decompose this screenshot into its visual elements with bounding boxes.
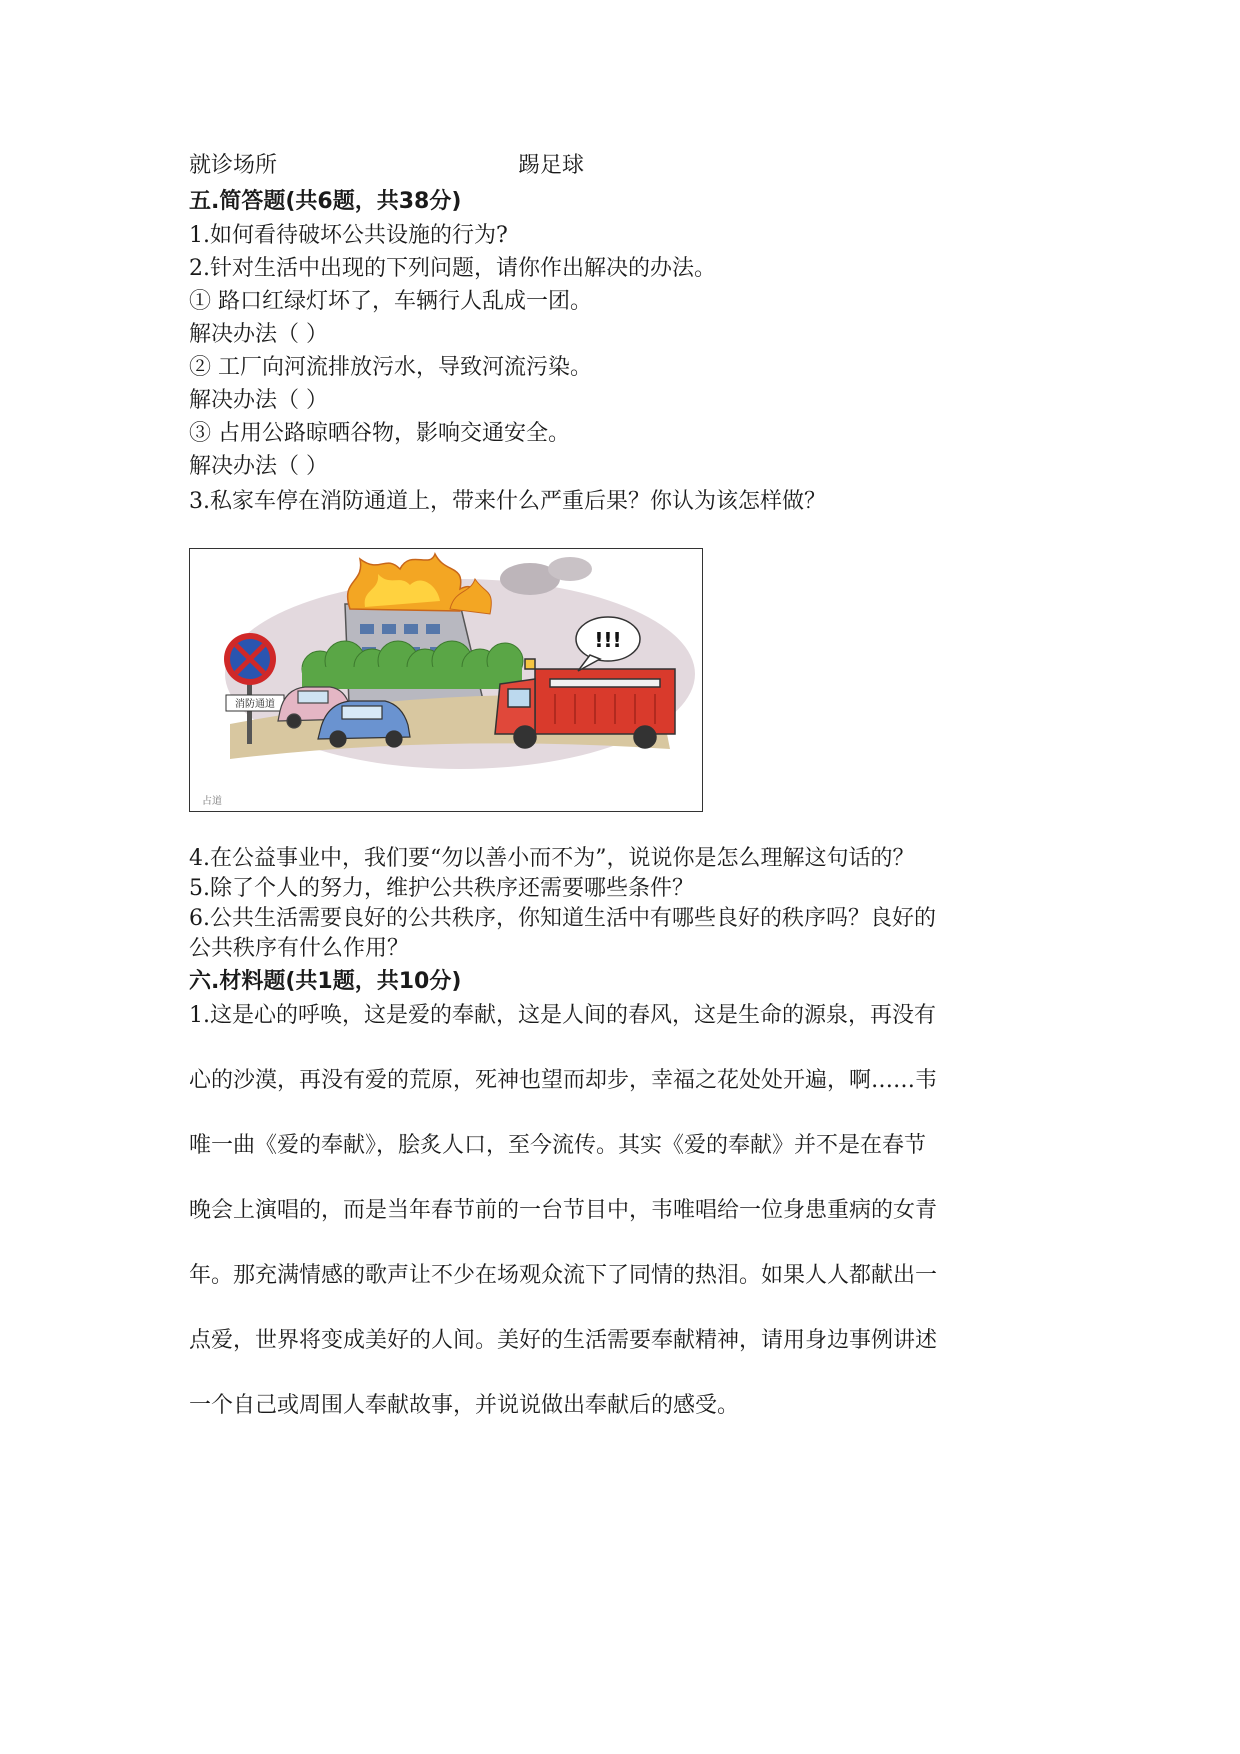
section6-title: 六.材料题(共1题，共10分) bbox=[189, 969, 462, 994]
speech-text: !!! bbox=[594, 628, 622, 652]
question-6-line2: 公共秩序有什么作用？ bbox=[189, 936, 410, 961]
material-line-1: 1.这是心的呼唤，这是爱的奉献，这是人间的春风，这是生命的源泉，再没有 bbox=[189, 1003, 936, 1028]
question-3: 3.私家车停在消防通道上，带来什么严重后果？你认为该怎样做？ bbox=[189, 489, 826, 514]
fire-lane-illustration bbox=[189, 548, 703, 812]
material-line-6: 点爱，世界将变成美好的人间。美好的生活需要奉献精神，请用身边事例讲述 bbox=[189, 1328, 938, 1353]
material-line-4: 晚会上演唱的，而是当年春节前的一台节目中，韦唯唱给一位身患重病的女青 bbox=[189, 1198, 938, 1223]
q2-problem-3: ③ 占用公路晾晒谷物，影响交通安全。 bbox=[189, 421, 570, 446]
corner-caption: 占道 bbox=[202, 796, 222, 807]
q2-problem-1: ① 路口红绿灯坏了，车辆行人乱成一团。 bbox=[189, 289, 592, 314]
question-2: 2.针对生活中出现的下列问题，请你作出解决的办法。 bbox=[189, 256, 716, 281]
top-row-left: 就诊场所 bbox=[189, 153, 278, 178]
material-line-5: 年。那充满情感的歌声让不少在场观众流下了同情的热泪。如果人人都献出一 bbox=[189, 1263, 938, 1288]
q2-answer-1: 解决办法（ ） bbox=[189, 322, 328, 347]
q2-problem-2: ② 工厂向河流排放污水，导致河流污染。 bbox=[189, 355, 592, 380]
material-line-7: 一个自己或周围人奉献故事，并说说做出奉献后的感受。 bbox=[189, 1393, 740, 1418]
question-6-line1: 6.公共生活需要良好的公共秩序，你知道生活中有哪些良好的秩序吗？良好的 bbox=[189, 906, 936, 931]
material-line-3: 唯一曲《爱的奉献》，脍炙人口，至今流传。其实《爱的奉献》并不是在春节 bbox=[189, 1133, 927, 1158]
top-row-right: 踢足球 bbox=[518, 153, 585, 178]
q2-answer-3: 解决办法（ ） bbox=[189, 454, 328, 479]
section5-title: 五.简答题(共6题，共38分) bbox=[189, 189, 462, 214]
sign-text: 消防通道 bbox=[235, 699, 275, 710]
question-4: 4.在公益事业中，我们要“勿以善小而不为”，说说你是怎么理解这句话的？ bbox=[189, 846, 915, 871]
q2-answer-2: 解决办法（ ） bbox=[189, 388, 328, 413]
material-line-2: 心的沙漠，再没有爱的荒原，死神也望而却步，幸福之花处处开遍，啊……韦 bbox=[189, 1068, 938, 1093]
question-1: 1.如何看待破坏公共设施的行为? bbox=[189, 223, 508, 248]
question-5: 5.除了个人的努力，维护公共秩序还需要哪些条件？ bbox=[189, 876, 694, 901]
